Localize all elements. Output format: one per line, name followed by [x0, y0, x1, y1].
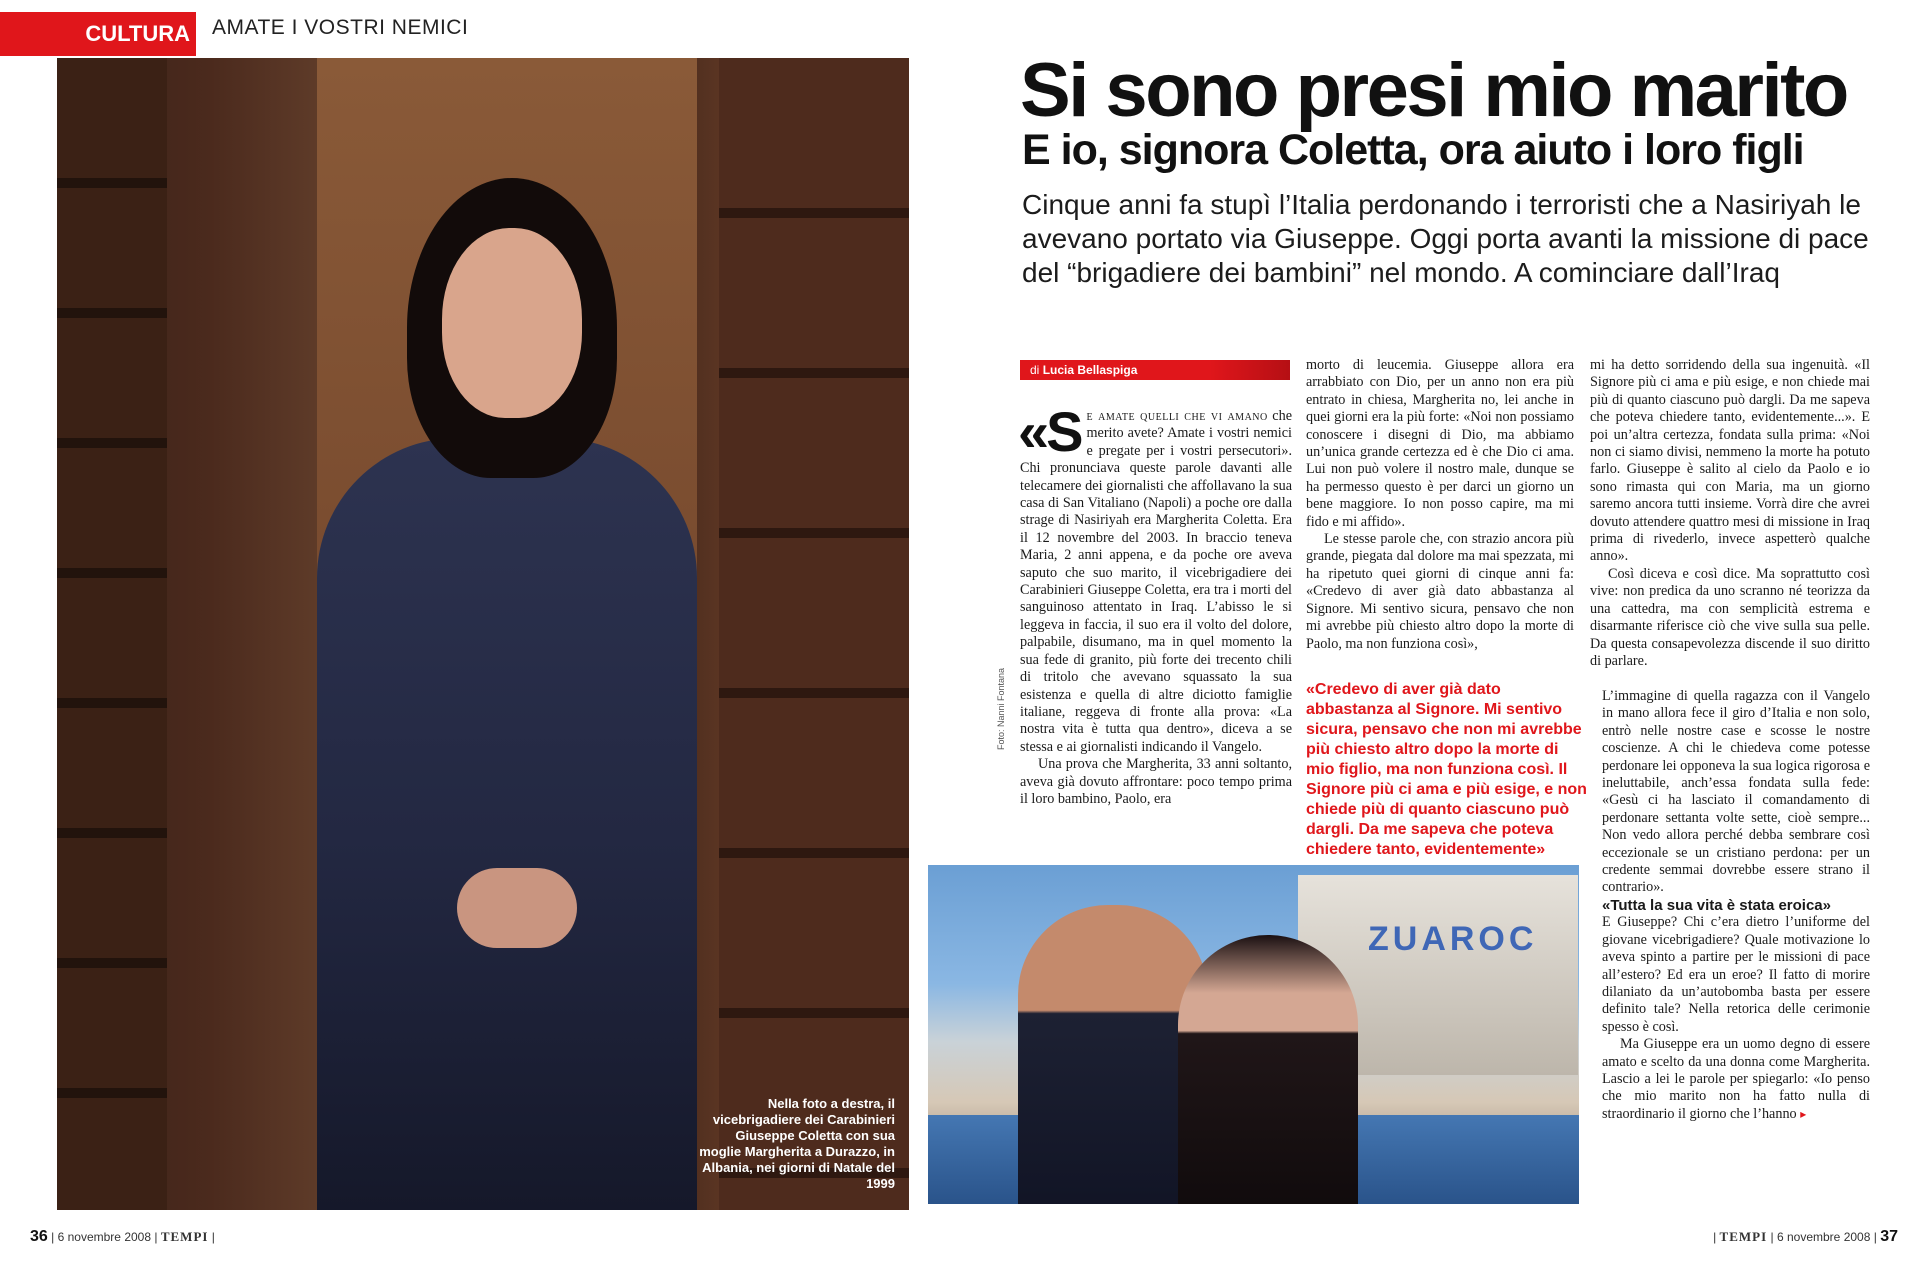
footer-right: [1713, 1228, 1898, 1246]
article-paragraph: Così diceva e così dice. Ma soprattutto così vive: non predica da uno scranno né teorizza da una cattedra, ma con semplicità estrema e disarmante riferisce ciò che vive sulla sua pelle. Da questa consapevolezza discende il suo diritto di parlare.: [1590, 565, 1870, 669]
footer-date-right: 6 novembre 2008: [1776, 1230, 1871, 1244]
article-paragraph: Le stesse parole che, con strazio ancora più grande, piegata dal dolore ma mai spezzata, mi ha ripetuto quei giorni di cinque anni fa: «Credevo di aver già dato abbastanza al Signore. Mi sentivo sicura, pensavo che non mi avrebbe più chiesto altro dopo la morte di Paolo, ma non funziona così»,: [1306, 531, 1574, 652]
footer-separator: |: [154, 1230, 158, 1244]
continue-arrow-icon: ▸: [1800, 1106, 1807, 1121]
byline-author: Lucia Bellaspiga: [1042, 363, 1138, 377]
page-number-right: 37: [1880, 1228, 1898, 1245]
headline: Si sono presi mio marito: [1020, 48, 1847, 133]
couple-photo: [928, 865, 1579, 1204]
article-paragraph: E Giuseppe? Chi c’era dietro l’uniforme del giovane vicebrigadiere? Quale motivazione lo aveva spinto a partire per le missioni di pace all’estero? Ed era un eroe? Il fatto di morire dilaniato da un’autobomba basta per essere definito tale? Nella retorica delle cerimonie spesso è così.: [1602, 914, 1870, 1035]
door-left: [57, 58, 167, 1210]
footer-separator: |: [1770, 1230, 1774, 1244]
drop-cap: «S: [1018, 400, 1081, 463]
article-paragraph: Una prova che Margherita, 33 anni soltanto, aveva già dovuto affrontare: poco tempo prima il loro bambino, Paolo, era: [1020, 756, 1292, 807]
figure-hands: [457, 868, 577, 948]
figure-face: [442, 228, 582, 418]
section-subheading: «Tutta la sua vita è stata eroica»: [1602, 896, 1831, 914]
photo-credit: Foto: Nanni Fontana: [996, 667, 1006, 750]
photo-caption: Nella foto a destra, il vicebrigadiere dei Carabinieri Giuseppe Coletta con sua moglie Margherita a Durazzo, in Albania, nei giorni di Natale del 1999: [699, 1096, 895, 1191]
magazine-name-left: TEMPI: [160, 1229, 209, 1244]
figure-body: [317, 438, 697, 1210]
magazine-name-right: TEMPI: [1719, 1229, 1768, 1244]
article-paragraph: L’immagine di quella ragazza con il Vangelo in mano allora fece il giro d’Italia e non solo, entrò nelle nostre case e scosse le nostre coscienze. A chi le chiedeva come potesse perdonare lei opponeva la sua logica rigorosa e ineluttabile, anch’essa fondata sulla fede: «Gesù ci ha lasciato il comandamento di perdonare settanta volte sette, cioè sempre... Non vedo allora perché debba sembrare così eccezionale se un cristiano perdona: per un credente semmai dovrebbe essere strano il contrario».: [1602, 688, 1870, 896]
photo-banner-text: ZUAROC: [1368, 920, 1538, 958]
article-paragraph: [1602, 1036, 1870, 1123]
footer-separator: |: [51, 1230, 55, 1244]
footer-date-left: 6 novembre 2008: [57, 1230, 152, 1244]
footer-separator: |: [211, 1230, 215, 1244]
article-column-4: [1602, 688, 1870, 1123]
page-number-left: 36: [30, 1228, 48, 1245]
pull-quote: «Credevo di aver già dato abbastanza al Signore. Mi sentivo sicura, pensavo che non mi avrebbe più chiesto altro dopo la morte di mio figlio, ma non funziona così. Il Signore più ci ama e più esige, e non chiede più di quanto ciascuno può dargli. Da me sapeva che poteva chiedere tanto, evidentemente»: [1306, 681, 1587, 858]
article-paragraph: morto di leucemia. Giuseppe allora era arrabbiato con Dio, per un anno non era più entrato in chiesa, Margherita no, lei anche in quei giorni era la più forte: «Noi non possiamo conoscere i disegni di Dio, ma abbiamo un’unica grande certezza ed è che Dio ci ama. Lui non può volere il nostro male, dunque se ha permesso questo è per darci un giorno un bene maggiore. Io non posso capire, ma mi fido e mi affido».: [1306, 357, 1574, 530]
portrait-photo: [57, 58, 909, 1210]
door-right: [719, 58, 909, 1210]
article-column-2: [1306, 357, 1574, 653]
woman-figure-small: [1178, 935, 1358, 1204]
paragraph-text: che merito avete? Amate i vostri nemici e pregate per i vostri persecutori». Chi pronunciava queste parole davanti alle telecamere dei giornalisti che affollavano la sua casa di San Vitaliano (Napoli) a poche ore dalla strage di Nasiriyah era Margherita Coletta. Era il 12 novembre del 2003. In braccio teneva Maria, 2 anni appena, e da poche ore aveva saputo che suo marito, il vicebrigadiere dei Carabinieri Giuseppe Coletta, era tra i morti del sanguinoso attentato in Iraq. L’abisso le si leggeva in faccia, il suo era il volto del dolore, palpabile, disumano, ma in quel momento la sua fede di granito, più forte dei trecento chili di tritolo che avevano squassato la sua esistenza e quella di altre diciotto famiglie italiane, reggeva di fronte alla prova: «La nostra vita è tutta qua dentro», diceva a se stessa e ai giornalisti indicando il Vangelo.: [1020, 408, 1292, 755]
standfirst: Cinque anni fa stupì l’Italia perdonando i terroristi che a Nasiriyah le avevano portato via Giuseppe. Oggi porta avanti la missione di pace del “brigadiere dei bambini” nel mondo. A cominciare dall’Iraq: [1022, 189, 1869, 288]
article-paragraph: [1018, 400, 1292, 756]
footer-left: [30, 1228, 215, 1246]
article-column-3: [1590, 357, 1870, 670]
woman-figure: [317, 178, 697, 1210]
footer-separator: |: [1713, 1230, 1717, 1244]
article-column-1: [1018, 400, 1292, 808]
byline: [1020, 360, 1290, 380]
paragraph-text: Ma Giuseppe era un uomo degno di essere amato e scelto da una donna come Margherita. Lascio a lei le parole per spiegarlo: «Io penso che mio marito non ha fatto nulla di straordinario il giorno che l’hanno: [1602, 1036, 1870, 1122]
subheadline: E io, signora Coletta, ora aiuto i loro figli: [1022, 126, 1804, 174]
section-tag: CULTURA: [0, 12, 196, 56]
byline-prefix: di: [1030, 363, 1040, 377]
article-paragraph: mi ha detto sorridendo della sua ingenuità. «Il Signore più ci ama e più esige, e non chiede mai più di quanto ciascuno può dargli. Da me sapeva che poteva chiedere tanto, evidentemente...». E poi un’altra certezza, fondata sulla prima: «Noi non ci siamo divisi, nemmeno la morte ha potuto farlo. Giuseppe è salito al cielo da Paolo e io sono rimasta qui con Maria, ma un giorno saremo ancora tutti insieme. Vorrà dire che avrei dovuto attendere quattro mesi di missione in Iraq prima di rivederlo, invece aspetterò qualche anno».: [1590, 357, 1870, 565]
lead-in: e amate quelli che vi amano: [1086, 408, 1268, 424]
section-kicker: AMATE I VOSTRI NEMICI: [212, 16, 469, 39]
footer-separator: |: [1873, 1230, 1877, 1244]
